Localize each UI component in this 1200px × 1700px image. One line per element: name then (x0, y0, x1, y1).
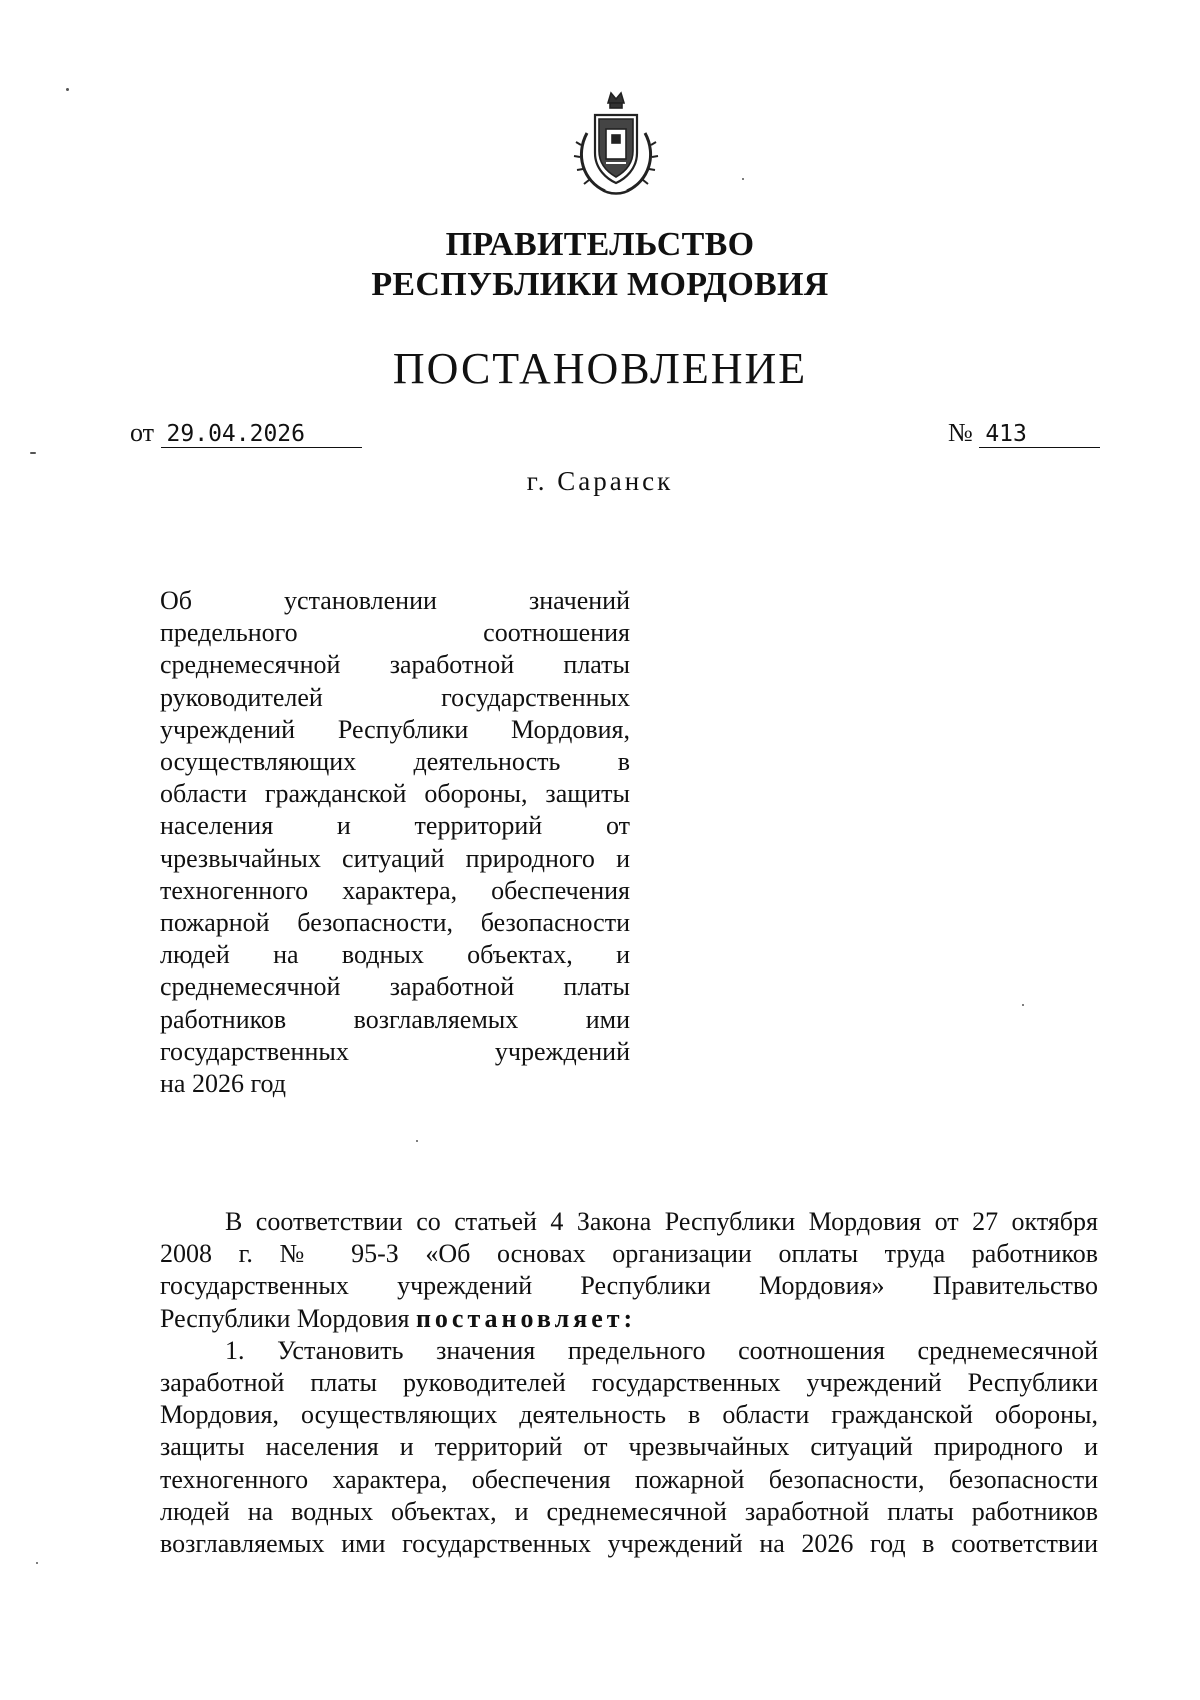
subject-line: работников возглавляемых ими (160, 1004, 630, 1034)
scan-speck (416, 1140, 418, 1142)
subject-line: чрезвычайных ситуаций природного и (160, 843, 630, 873)
subject-line: техногенного характера, обеспечения (160, 875, 630, 905)
subject-line: государственных учреждений (160, 1036, 630, 1066)
document-type-title: ПОСТАНОВЛЕНИЕ (392, 344, 808, 393)
document-body (160, 1206, 1098, 1560)
date-value: 29.04.2026 (161, 421, 362, 448)
subject-line: осуществляющих деятельность в (160, 747, 630, 777)
scan-speck (66, 88, 69, 91)
item1-line: людей на водных объектах, и среднемесячной заработной платы работников (160, 1496, 1098, 1526)
document-number (948, 418, 1100, 448)
subject-line: руководителей государственных (160, 682, 630, 712)
organization-title-line1: ПРАВИТЕЛЬСТВО (445, 226, 755, 263)
item1-line: 1. Установить значения предельного соотношения среднемесячной (225, 1335, 1098, 1365)
scan-speck (742, 178, 744, 180)
coat-of-arms-icon (565, 85, 667, 203)
document-subject (160, 585, 630, 1100)
number-prefix: № (948, 418, 973, 447)
scan-speck (36, 1562, 38, 1564)
subject-line: области гражданской обороны, защиты (160, 779, 630, 809)
preamble-line4-start: Республики Мордовия (160, 1303, 410, 1333)
preamble-line: 2008 г. № 95-З «Об основах организации оплаты труда работников (160, 1239, 1098, 1269)
item1-line: защиты населения и территорий от чрезвычайных ситуаций природного и (160, 1432, 1098, 1462)
subject-line: пожарной безопасности, безопасности (160, 908, 630, 938)
scan-speck (1022, 1004, 1024, 1006)
organization-title-line2: РЕСПУБЛИКИ МОРДОВИЯ (371, 266, 829, 303)
item1-line: возглавляемых ими государственных учреждений на 2026 год в соответствии (160, 1529, 1098, 1559)
subject-line: населения и территорий от (160, 811, 630, 841)
decree-word: постановляет (415, 1303, 624, 1333)
number-value: 413 (979, 421, 1100, 448)
city-line: г. Саранск (526, 466, 674, 496)
subject-line: учреждений Республики Мордовия, (160, 714, 630, 744)
decree-colon: : (623, 1303, 637, 1333)
subject-line: среднемесячной заработной платы (160, 650, 630, 680)
subject-line: предельного соотношения (160, 618, 630, 648)
item1-line: техногенного характера, обеспечения пожарной безопасности, безопасности (160, 1464, 1098, 1494)
preamble-line: В соответствии со статьей 4 Закона Республики Мордовия от 27 октября (225, 1207, 1098, 1236)
item1-line: Мордовия, осуществляющих деятельность в области гражданской обороны, (160, 1400, 1098, 1430)
subject-line: людей на водных объектах, и (160, 940, 630, 970)
item1-line: заработной платы руководителей государственных учреждений Республики (160, 1368, 1098, 1398)
preamble-line (160, 1303, 1098, 1335)
scan-speck (30, 452, 36, 454)
subject-line: Об установлении значений (160, 586, 630, 615)
subject-line: среднемесячной заработной платы (160, 972, 630, 1002)
subject-line: на 2026 год (160, 1069, 286, 1099)
date-prefix: от (130, 418, 155, 447)
preamble-line: государственных учреждений Республики Мордовия» Правительство (160, 1271, 1098, 1301)
document-date (130, 418, 362, 448)
